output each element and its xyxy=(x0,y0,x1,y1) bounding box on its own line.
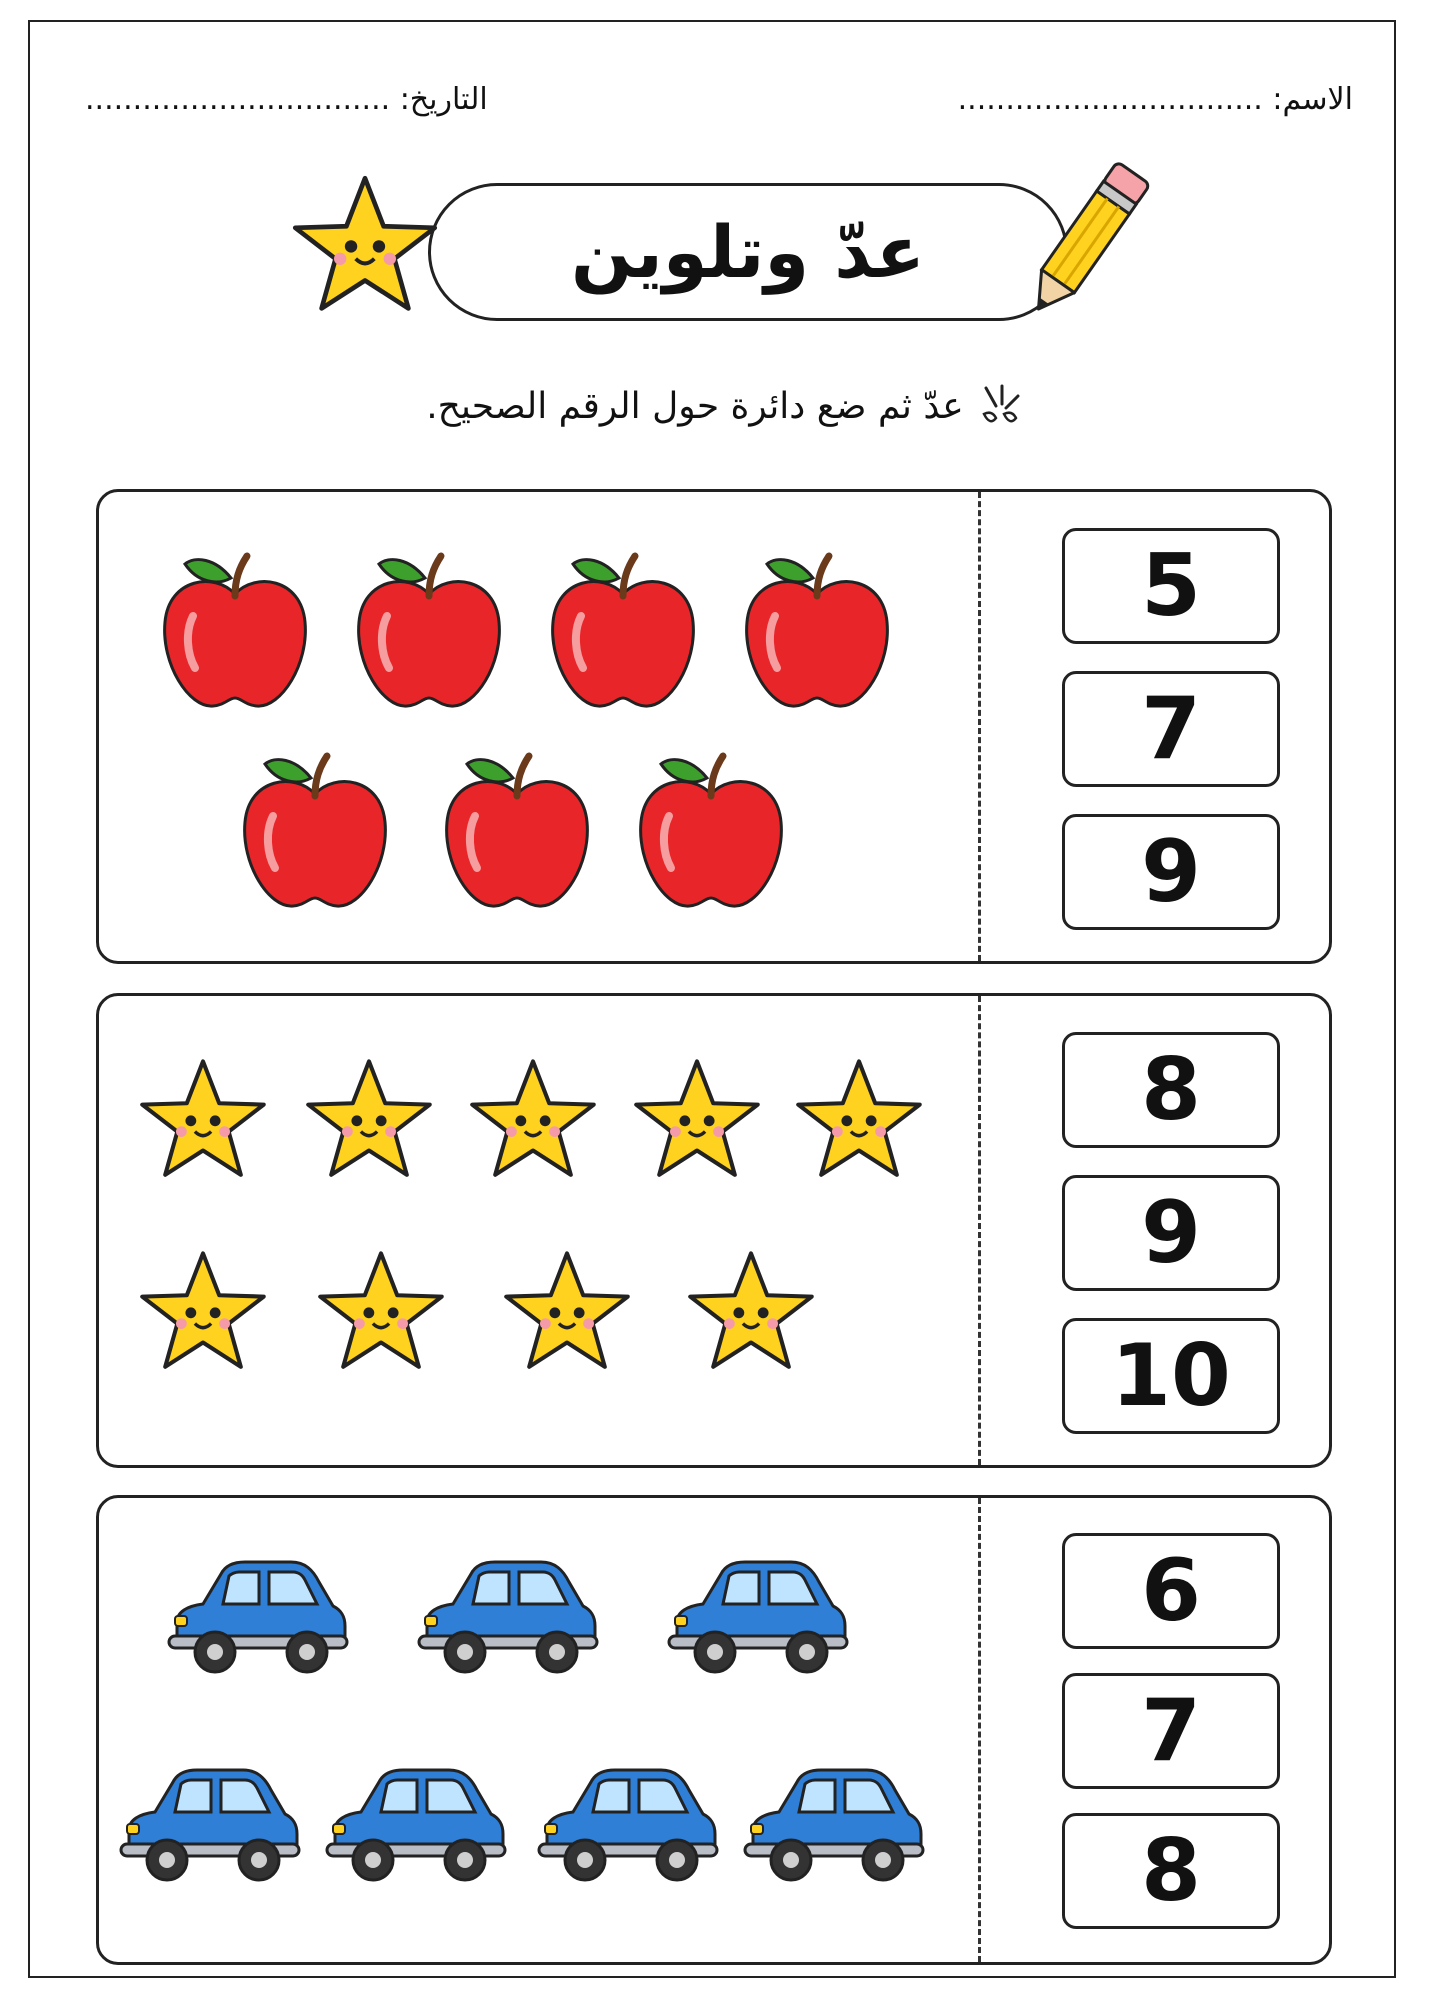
date-label: التاريخ: xyxy=(399,82,488,117)
car-icon xyxy=(163,1552,353,1686)
apple-icon xyxy=(543,542,703,716)
exercise-panel-apples xyxy=(96,489,1332,964)
apple-icon xyxy=(349,542,509,716)
name-label: الاسم: xyxy=(1272,82,1353,117)
star-icon xyxy=(497,1248,637,1387)
star-icon xyxy=(133,1056,273,1195)
star-icon xyxy=(789,1056,929,1195)
choice-box[interactable]: 7 xyxy=(1062,1673,1280,1789)
apple-icon xyxy=(155,542,315,716)
choice-box[interactable]: 8 xyxy=(1062,1813,1280,1929)
apple-icon xyxy=(631,742,791,916)
choice-box[interactable]: 5 xyxy=(1062,528,1280,644)
apple-icon xyxy=(235,742,395,916)
dashed-divider xyxy=(978,1498,981,1962)
smiling-star-icon xyxy=(285,172,445,327)
dashed-divider xyxy=(978,492,981,961)
apple-icon xyxy=(737,542,897,716)
exercise-panel-stars xyxy=(96,993,1332,1468)
date-field[interactable] xyxy=(85,82,488,117)
choice-box[interactable]: 10 xyxy=(1062,1318,1280,1434)
page-title: عدّ وتلوين xyxy=(571,210,925,294)
dashed-divider xyxy=(978,996,981,1465)
name-field[interactable] xyxy=(958,82,1353,117)
car-icon xyxy=(321,1760,511,1894)
instruction-text: عدّ ثم ضع دائرة حول الرقم الصحيح. xyxy=(426,385,964,427)
star-icon xyxy=(627,1056,767,1195)
star-icon xyxy=(681,1248,821,1387)
choice-box[interactable]: 9 xyxy=(1062,1175,1280,1291)
car-icon xyxy=(533,1760,723,1894)
car-icon xyxy=(739,1760,929,1894)
star-icon xyxy=(299,1056,439,1195)
sparkle-icon xyxy=(978,384,1022,428)
title-banner xyxy=(428,183,1068,321)
choice-box[interactable]: 8 xyxy=(1062,1032,1280,1148)
pencil-icon xyxy=(1020,148,1155,328)
apple-icon xyxy=(437,742,597,916)
star-icon xyxy=(311,1248,451,1387)
date-blank: ................................ xyxy=(85,82,391,117)
car-icon xyxy=(115,1760,305,1894)
name-blank: ................................ xyxy=(957,82,1263,117)
choice-box[interactable]: 9 xyxy=(1062,814,1280,930)
star-icon xyxy=(133,1248,273,1387)
exercise-panel-cars xyxy=(96,1495,1332,1965)
instruction-line xyxy=(0,384,1448,437)
car-icon xyxy=(663,1552,853,1686)
star-icon xyxy=(463,1056,603,1195)
choice-box[interactable]: 6 xyxy=(1062,1533,1280,1649)
car-icon xyxy=(413,1552,603,1686)
choice-box[interactable]: 7 xyxy=(1062,671,1280,787)
